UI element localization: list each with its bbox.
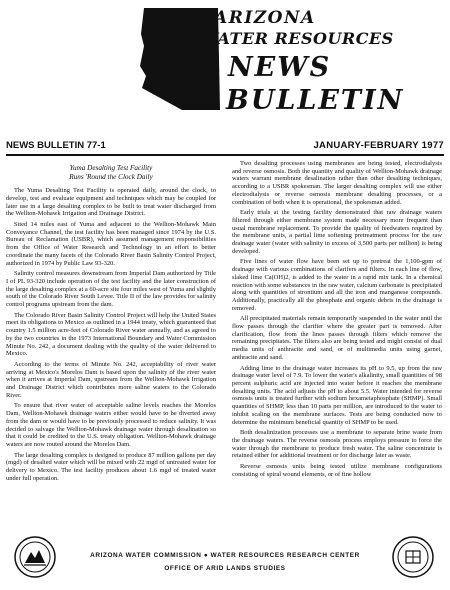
paragraph: According to the terms of Minute No. 242, acceptability of river water arriving at Mexico's Morelos Dam is based upon the salinity of the river water when it arrives at Imperial Dam, upstream from the Wellton-Mohawk Irrigation and Drainage District which contributes more saline waters to the Colorado River. (6, 360, 216, 399)
university-seal-icon (392, 536, 434, 578)
masthead-state: ARIZONA (214, 8, 316, 28)
issue-bar (6, 140, 444, 156)
paragraph: The large desalting complex is designed to produce 87 million gallons per day (mgd) of desalted water which will be mixed with 22 mgd of untreated water for delivery to Mexico. The test facility produces about 1.6 mgd of treated water under full operation. (6, 451, 216, 482)
masthead-bulletin: BULLETIN (226, 85, 405, 116)
paragraph: All precipitated materials remain temporarily suspended in the water until the flow passes through the clarifier where the greater part is removed. After clarification, flow from the lines passes through filters which remove the remaining precipitates. The filters also are being tested and might consist of dual media units of anthracite and sand, or of multimedia units using garnet, anthracite and sand. (232, 315, 442, 361)
paragraph: Reverse osmosis units being tested utilize membrane configurations consisting of spiral wound elements, or of fine hollow (232, 463, 442, 478)
paragraph: Sited 14 miles east of Yuma and adjacent to the Wellton-Mohawk Main Conveyance Channel, the test facility has been managed since 1974 by the U.S. Bureau of Reclamation (USBR), which assumed management responsibilities from the Office of Water Research and Technology in an effort to better coordinate the many facets of the Colorado River Basin Salinity Control Project, authorized in 1974 by Public Law 93-320. (6, 221, 216, 267)
paragraph: To ensure that river water of acceptable saline levels reaches the Morelos Dam, Wellton-Mohawk drainage waters either would have to be diverted away from the dam or would have to be previously processed to reduce salinity. It was decided to salvage the Wellton-Mohawk drainage water through desalination so that it could be credited to the U.S. treaty obligation. Wellton-Mohawk drainage waters are now routed around the Morelos Dam. (6, 402, 216, 448)
issue-date: JANUARY-FEBRUARY 1977 (313, 140, 444, 151)
footer-organizations: ARIZONA WATER COMMISSION ● WATER RESOURCES RESEARCH CENTER (90, 552, 360, 559)
paragraph: Two desalting processes using membranes are being tested, electrodialysis and reverse osmosis. Both the quantity and quality of Wellton-Mohawk drainage waters warrant membrane desalination rather than other desalting techniques, according to a USBR spokesman. The larger desalting complex will use either electrodialysis or reverse osmosis membrane desalting processes, or a combination of both when it is operational, the spokesman added. (232, 160, 442, 206)
paragraph: Early trials at the testing facility demonstrated that raw drainage waters filtered through either membrane system made necessary more frequent than usual membrane replacement. To provide the quality of feedwaters required by the membrane units, a partial lime softening pretreatment process for the raw drainage water (water with salinity in excess of 3,500 parts per million) is being developed. (232, 209, 442, 255)
paragraph: Salinity control measures downstream from Imperial Dam authorized by Title I of PL 93-320 include operation of the test facility and the later construction of the large desalting complex at a 60-acre site four miles west of Yuma and slightly south of the Colorado River South Levee. Title II of the law provides for salinity control programs upstream from the dam. (6, 270, 216, 309)
arizona-map-icon (138, 6, 224, 112)
paragraph: The Colorado River Basin Salinity Control Project will help the United States meet its obligations to Mexico as outlined in a 1944 treaty, which guaranteed that country 1.5 million acre-feet of Colorado River water annually, and as agreed to by the two countries in the 1973 International Boundary and Water Commission Minute No. 242, a document dealing with the quality of the water delivered to Mexico. (6, 311, 216, 358)
right-column (232, 160, 442, 528)
commission-seal-icon (14, 536, 56, 578)
paragraph: Both desalinization processes use a membrane to separate brine waste from the drainage waters. The reverse osmosis process employs pressure to force the water through the membrane to produce fresh water. The saline concentrate is retained either for additional treatment or for discharge later as waste. (232, 429, 442, 460)
headline-line-1: Yuma Desalting Test Facility (69, 164, 153, 172)
issue-number: NEWS BULLETIN 77-1 (6, 140, 106, 151)
article-body (6, 160, 444, 528)
footer-office: OFFICE OF ARID LANDS STUDIES (164, 565, 286, 572)
article-headline (6, 164, 216, 181)
paragraph: The Yuma Desalting Test Facility is operated daily, around the clock, to develop, test and evaluate equipment and techniques which may be coupled for later use in a large desalting complex to be built to treat water discharged from the Wellton-Mohawk Irrigation and Drainage District. (6, 187, 216, 218)
left-column (6, 160, 216, 528)
masthead (0, 0, 450, 140)
footer (0, 530, 450, 590)
masthead-water-resources: WATER RESOURCES (200, 29, 394, 48)
paragraph: Adding lime to the drainage water increases its pH to 9.5, up from the raw drainage water level of 7.9. To lower the water's alkalinity, small quantities of 98 percent sulphuric acid are injected into water before it reaches the membrane desalting units. The acid adjusts the pH to about 5.5. Water intended for reverse osmosis units is treated further with sodium hexametaphosphate (SHMP). Small quantities of SHMP, less than 10 parts per million, are introduced to the water to inhibit scaling on the membrane surfaces. Tests are being conducted now to determine the minimum beneficial quantity of SHMP to be used. (232, 364, 442, 426)
headline-line-2: Runs 'Round the Clock Daily (69, 172, 153, 181)
masthead-news: NEWS (228, 52, 332, 83)
paragraph: Five lines of water flow have been set up to pretreat the 1,100-gpm of drainage with various combinations of clarifers and filters. In each line of flow, slaked lime Ca(OH)2, is added to the water in a rapid mix tank. In a chemical reaction with some substances in the raw water, calcium carbonate is precipitated along with quantities of strontium and all the iron and manganese compounds. Additionally, practically all the phosphate and organic debris in the drainage is removed. (232, 258, 442, 312)
